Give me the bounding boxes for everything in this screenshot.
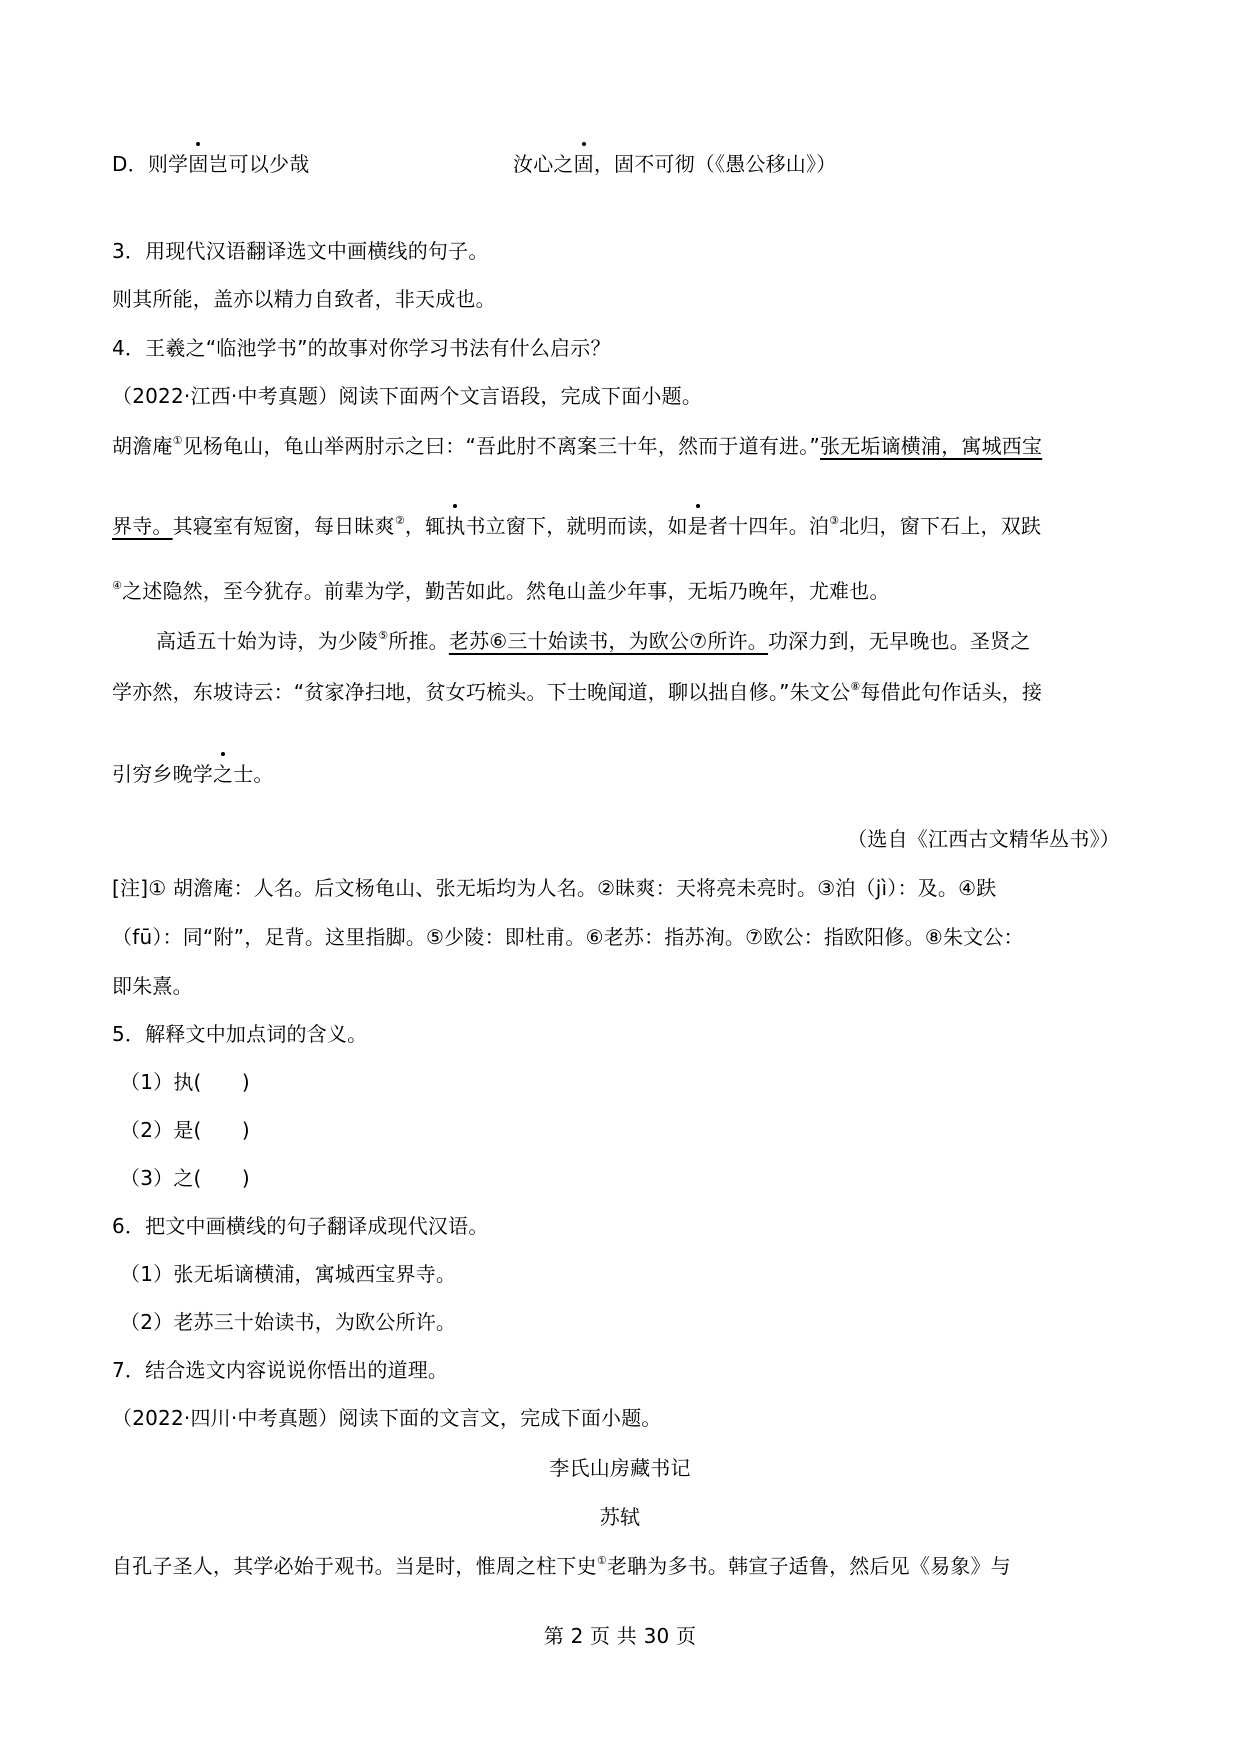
text: 引穷乡晚学 [112,762,213,786]
underlined-sentence: 张无垢谪横浦，寓城西宝 [820,434,1043,458]
text: 书立窗下，就明而读，如 [465,514,688,538]
passage-line [112,577,890,605]
text: 学亦然，东坡诗云：“贫家净扫地，贫女巧梳头。下士晚闻道，聊以拙自修。”朱文公 [112,680,851,704]
text: 自孔子圣人，其学必始于观书。当是时，惟周之柱下史 [112,1554,597,1578]
page-number: 第 2 页 共 30 页 [543,1624,697,1648]
section-2-intro: （2022·江西·中考真题）阅读下面两个文言语段，完成下面小题。 [112,384,703,408]
text: 老聃为多书。韩宣子适鲁，然后见《易象》与 [606,1554,1011,1578]
text: 胡澹庵 [112,434,173,458]
passage-line [112,678,1042,706]
underlined-sentence: 界寺。 [112,514,173,538]
dotted-word: 固 [188,152,209,176]
text: 岂可以少哉 [208,152,310,176]
footnote-marker: ① [172,434,183,447]
underlined-sentence: 老苏⑥三十始读书，为欧公⑦所许。 [448,629,768,653]
annotation-line: 即朱熹。 [112,974,193,998]
footnote-marker: ① [596,1554,607,1567]
passage-line [156,627,1031,655]
text: ，固不可彻（《愚公移山》） [593,152,837,176]
passage-author: 苏轼 [599,1505,641,1529]
passage-line [112,760,274,788]
footnote-marker: ④ [112,579,123,592]
text: 所推。 [388,629,449,653]
dotted-word: 是 [687,514,708,538]
annotation-line: （fū）：同“附”，足背。这里指脚。⑤少陵：即杜甫。⑥老苏：指苏洵。⑦欧公：指欧阳修。⑧朱文公： [112,925,1024,949]
annotation-line: [注]① 胡澹庵：人名。后文杨龟山、张无垢均为人名。②昧爽：天将亮未亮时。③泊（jì）：及。④趺 [112,876,997,900]
passage-line [112,512,1041,540]
text: 则学 [147,152,189,176]
text: 每借此句作话头，接 [860,680,1043,704]
passage-line [112,1552,1011,1580]
passage-line [112,432,1042,460]
question-6-item: （2）老苏三十始读书，为欧公所许。 [120,1310,457,1334]
passage-source: （选自《江西古文精华丛书》） [847,827,1120,851]
text: 汝心之 [513,152,574,176]
footnote-marker: ③ [829,514,840,527]
text: 功深力到，无早晚也。圣贤之 [767,629,1031,653]
question-5-item: （2）是( ) [120,1118,250,1142]
text: 士。 [233,762,274,786]
question-3: 3．用现代汉语翻译选文中画横线的句子。 [112,239,489,263]
question-5: 5．解释文中加点词的含义。 [112,1022,368,1046]
question-3-sentence: 则其所能，盖亦以精力自致者，非天成也。 [112,287,496,311]
text: ，辄 [404,514,446,538]
question-5-item: （3）之( ) [120,1166,250,1190]
section-3-intro: （2022·四川·中考真题）阅读下面的文言文，完成下面小题。 [112,1406,662,1430]
passage-title: 李氏山房藏书记 [549,1456,691,1480]
text: 北归，窗下石上，双趺 [839,514,1042,538]
question-7: 7．结合选文内容说说你悟出的道理。 [112,1358,449,1382]
footnote-marker: ⑧ [850,680,861,693]
option-d-left [112,150,309,178]
question-5-item: （1）执( ) [120,1070,250,1094]
footnote-marker: ② [394,514,405,527]
option-d-right [513,150,836,178]
question-6-item: （1）张无垢谪横浦，寓城西宝界寺。 [120,1262,457,1286]
dotted-word: 固 [573,152,594,176]
text: 之述隐然，至今犹存。前辈为学，勤苦如此。然龟山盖少年事，无垢乃晚年，尤难也。 [122,579,890,603]
text: 者十四年。泊 [707,514,830,538]
text: 高适五十始为诗，为少陵 [156,629,379,653]
footnote-marker: ⑤ [378,629,389,642]
dotted-word: 之 [213,762,234,786]
question-6: 6．把文中画横线的句子翻译成现代汉语。 [112,1214,489,1238]
question-4: 4．王羲之“临池学书”的故事对你学习书法有什么启示？ [112,336,611,360]
dotted-word: 执 [445,514,466,538]
text: 其寝室有短窗，每日昧爽 [172,514,395,538]
option-label: D． [112,152,148,176]
text: 见杨龟山，龟山举两肘示之曰：“吾此肘不离案三十年，然而于道有进。” [182,434,820,458]
